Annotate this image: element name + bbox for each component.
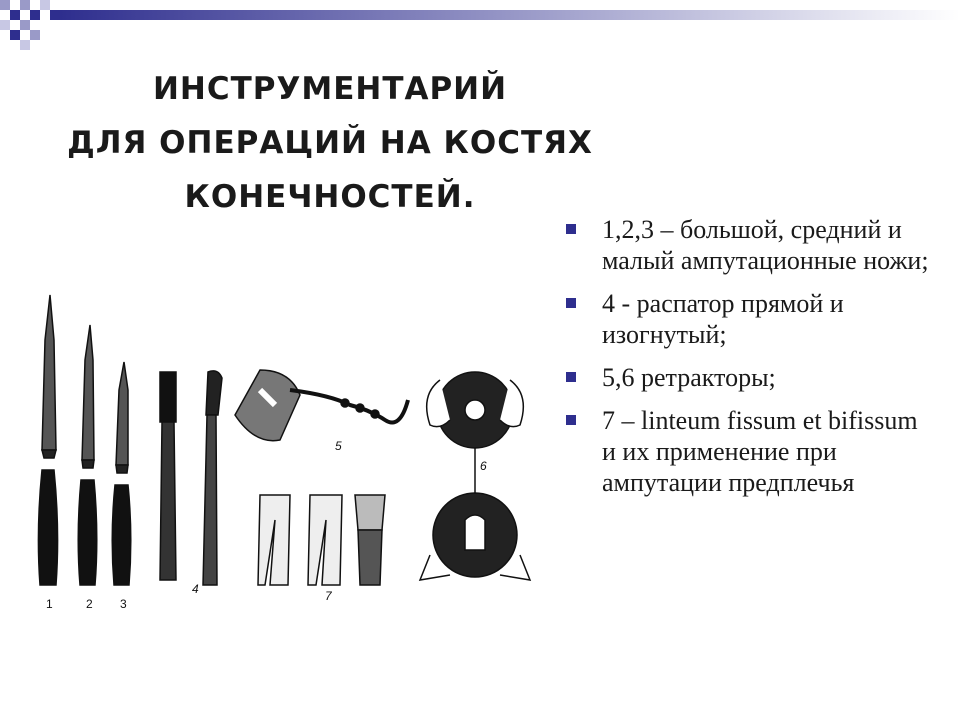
- slide-title: [60, 62, 600, 224]
- bullet-item: [566, 288, 936, 350]
- title-line: ДЛЯ ОПЕРАЦИЙ НА КОСТЯХ: [67, 125, 593, 161]
- bullet-list: [566, 214, 936, 510]
- figure-label-2: 2: [86, 597, 93, 611]
- bullet-item: [566, 405, 936, 498]
- bullet-item: [566, 362, 936, 393]
- title-line: КОНЕЧНОСТЕЙ.: [184, 179, 476, 215]
- bullet-square-icon: [566, 224, 576, 234]
- figure-label-7: 7: [325, 589, 332, 603]
- retractor-icon: [235, 370, 408, 441]
- figure-label-3: 3: [120, 597, 127, 611]
- linteum-fissum-icon: [258, 495, 385, 585]
- header-decoration: [0, 0, 960, 60]
- figure-label-1: 1: [46, 597, 53, 611]
- figure-label-5: 5: [335, 439, 342, 453]
- medium-amputation-knife-icon: [78, 325, 97, 585]
- large-amputation-knife-icon: [38, 295, 57, 585]
- small-amputation-knife-icon: [112, 362, 131, 585]
- bullet-square-icon: [566, 298, 576, 308]
- figure-label-6: 6: [480, 459, 487, 473]
- bullet-text: 7 – linteum fissum et bifissum и их применение при ампутации предплечья: [602, 406, 918, 497]
- bullet-square-icon: [566, 372, 576, 382]
- bullet-text: 5,6 ретракторы;: [602, 363, 776, 392]
- bullet-item: [566, 214, 936, 276]
- disc-retractor-icon: [420, 372, 530, 580]
- instruments-illustration: [20, 280, 555, 620]
- figure-label-4: 4: [192, 582, 199, 596]
- title-line: ИНСТРУМЕНТАРИЙ: [152, 71, 508, 107]
- bullet-text: 4 - распатор прямой и изогнутый;: [602, 289, 844, 349]
- bullet-square-icon: [566, 415, 576, 425]
- bullet-text: 1,2,3 – большой, средний и малый ампутационные ножи;: [602, 215, 929, 275]
- curved-raspatory-icon: [203, 371, 222, 585]
- straight-raspatory-icon: [160, 372, 176, 580]
